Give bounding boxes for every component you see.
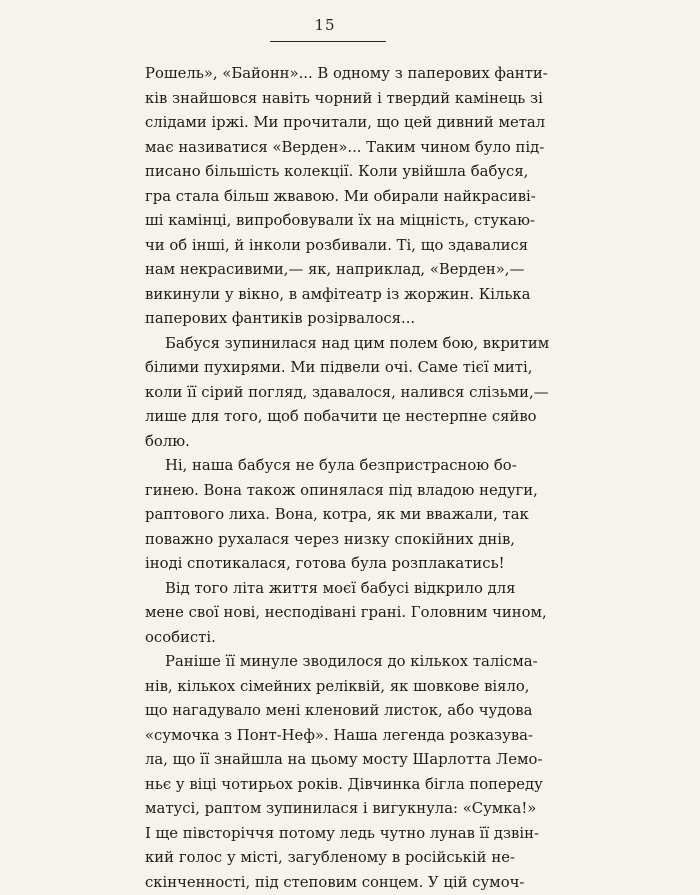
text-line: викинули у вікно, в амфітеатр із жоржин. Кілька [145, 283, 515, 308]
text-line: іноді спотикалася, готова була розплакатись! [145, 552, 515, 577]
text-line: ньє у віці чотирьох років. Дівчинка бігла попереду [145, 773, 515, 798]
text-line: гра стала більш жвавою. Ми обирали найкрасиві- [145, 185, 515, 210]
text-line: має називатися «Верден»... Таким чином було під- [145, 136, 515, 161]
text-line: Рошель», «Байонн»... В одному з паперових фанти- [145, 62, 515, 87]
paragraph-start-line: Від того літа життя моєї бабусі відкрило для [145, 577, 515, 602]
page-number: 15 [0, 16, 650, 34]
text-line: слідами іржі. Ми прочитали, що цей дивний метал [145, 111, 515, 136]
text-line: паперових фантиків розірвалося... [145, 307, 515, 332]
text-line: нів, кількох сімейних реліквій, як шовкове віяло, [145, 675, 515, 700]
text-line: «сумочка з Понт-Неф». Наша легенда розказува- [145, 724, 515, 749]
text-line: особисті. [145, 626, 515, 651]
text-line: чи об інші, й інколи розбивали. Ті, що здавалися [145, 234, 515, 259]
text-line: ші камінці, випробовували їх на міцність, стукаю- [145, 209, 515, 234]
text-line: болю. [145, 430, 515, 455]
text-line: кий голос у місті, загубленому в російській не- [145, 846, 515, 871]
body-text [145, 62, 515, 895]
text-line: коли її сірий погляд, здавалося, налився слізьми,— [145, 381, 515, 406]
text-line: білими пухирями. Ми підвели очі. Саме тієї миті, [145, 356, 515, 381]
text-line: ла, що її знайшла на цьому мосту Шарлотта Лемо- [145, 748, 515, 773]
text-line: поважно рухалася через низку спокійних днів, [145, 528, 515, 553]
paragraph-start-line: Ні, наша бабуся не була безпристрасною бо- [145, 454, 515, 479]
paragraph-start-line: Бабуся зупинилася над цим полем бою, вкритим [145, 332, 515, 357]
text-line: писано більшість колекції. Коли увійшла бабуся, [145, 160, 515, 185]
text-line: нам некрасивими,— як, наприклад, «Верден»,— [145, 258, 515, 283]
text-line: мене свої нові, несподівані грані. Головним чином, [145, 601, 515, 626]
text-line: раптового лиха. Вона, котра, як ми вважали, так [145, 503, 515, 528]
text-line: гинею. Вона також опинялася під владою недуги, [145, 479, 515, 504]
paragraph-start-line: Раніше її минуле зводилося до кількох талісма- [145, 650, 515, 675]
text-line: матусі, раптом зупинилася і вигукнула: «Сумка!» [145, 797, 515, 822]
text-line: скінченності, під степовим сонцем. У цій сумоч- [145, 871, 515, 895]
text-line: ків знайшовся навіть чорний і твердий камінець зі [145, 87, 515, 112]
text-line: І ще півсторіччя потому ледь чутно лунав її дзвін- [145, 822, 515, 847]
text-line: лише для того, щоб побачити це нестерпне сяйво [145, 405, 515, 430]
header-rule [270, 41, 386, 42]
text-line: що нагадувало мені кленовий листок, або чудова [145, 699, 515, 724]
